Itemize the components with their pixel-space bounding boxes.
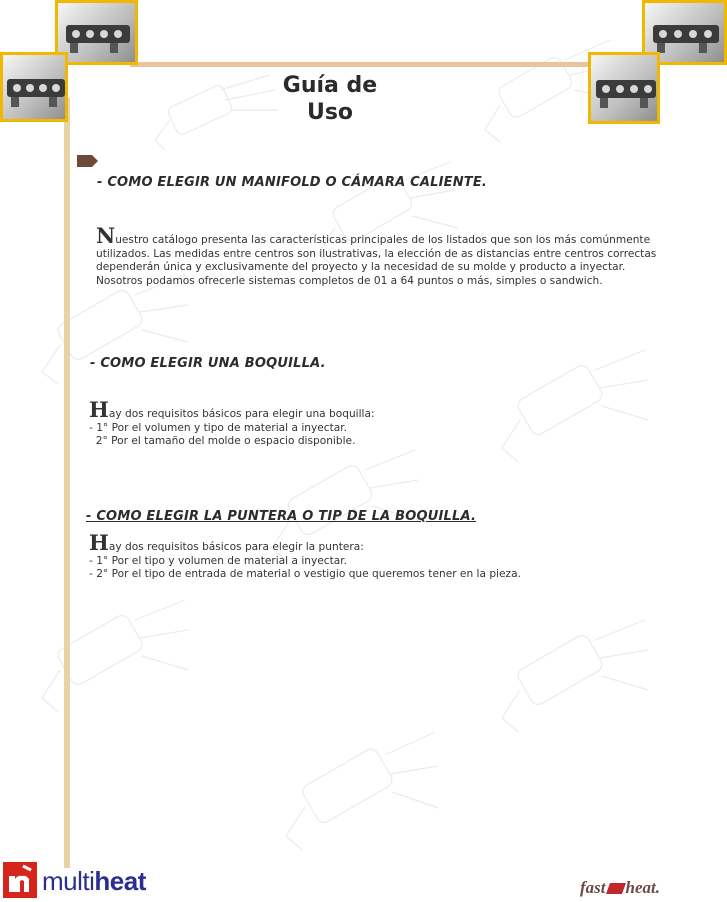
title-line-2: Uso bbox=[306, 100, 354, 125]
paragraph-line: Hay dos requisitos básicos para elegir una boquilla: bbox=[89, 397, 375, 422]
paragraph-line: Nuestro catálogo presenta las características principales de los listados que son los más comúnmente bbox=[96, 223, 651, 248]
fastheat-logo: fast heat. bbox=[580, 878, 660, 897]
paragraph-line: Nosotros podamos ofrecerle sistemas completos de 01 a 64 puntos o más, simples o sandwich. bbox=[96, 274, 603, 287]
manifold-icon bbox=[591, 55, 660, 124]
section-heading-puntera: - COMO ELEGIR LA PUNTERA O TIP DE LA BOQUILLA. bbox=[86, 509, 477, 524]
paragraph-line: - 1° Por el tipo y volumen de material a inyectar. bbox=[89, 554, 347, 567]
multiheat-m-icon bbox=[3, 862, 37, 898]
paragraph-line: utilizados. Las medidas entre centros son ilustrativas, la elección de as distancias entre centros correctas bbox=[96, 247, 657, 260]
paragraph-line: Hay dos requisitos básicos para elegir la puntera: bbox=[89, 530, 364, 555]
section-heading-manifold: - COMO ELEGIR UN MANIFOLD O CÁMARA CALIENTE. bbox=[97, 175, 488, 190]
manifold-photo-left bbox=[0, 52, 68, 122]
section-paragraph-manifold bbox=[96, 223, 726, 288]
manifold-photo-right bbox=[588, 52, 660, 124]
left-frame-line bbox=[64, 98, 70, 868]
paragraph-line: dependerán única y exclusivamente del proyecto y la necesidad de su molde y producto a inyectar. bbox=[96, 261, 626, 274]
page-title bbox=[255, 72, 405, 126]
nozzle-watermark bbox=[260, 710, 440, 860]
drop-cap: H bbox=[89, 397, 109, 422]
nozzle-watermark bbox=[20, 580, 190, 720]
section-paragraph-boquilla bbox=[89, 397, 689, 449]
drop-cap: H bbox=[89, 530, 109, 555]
manifold-icon bbox=[58, 3, 138, 65]
drop-cap: N bbox=[96, 223, 116, 248]
multiheat-logo-text: multiheat bbox=[42, 866, 146, 896]
paragraph-line: - 1° Por el volumen y tipo de material a inyectar. bbox=[89, 421, 347, 434]
multiheat-logo-mark bbox=[3, 862, 37, 898]
section-marker-icon bbox=[77, 155, 99, 167]
paragraph-line: - 2° Por el tipo de entrada de material o vestigio que queremos tener en la pieza. bbox=[89, 568, 521, 581]
top-frame-line bbox=[130, 62, 600, 67]
section-heading-boquilla: - COMO ELEGIR UNA BOQUILLA. bbox=[90, 356, 326, 371]
paragraph-line: 2° Por el tamaño del molde o espacio disponible. bbox=[89, 435, 356, 448]
fastheat-bolt-icon bbox=[605, 883, 625, 894]
manifold-icon bbox=[3, 55, 68, 122]
section-paragraph-puntera bbox=[89, 530, 709, 582]
nozzle-watermark bbox=[480, 330, 650, 470]
nozzle-watermark bbox=[480, 600, 650, 740]
title-line-1: Guía de bbox=[282, 73, 378, 98]
